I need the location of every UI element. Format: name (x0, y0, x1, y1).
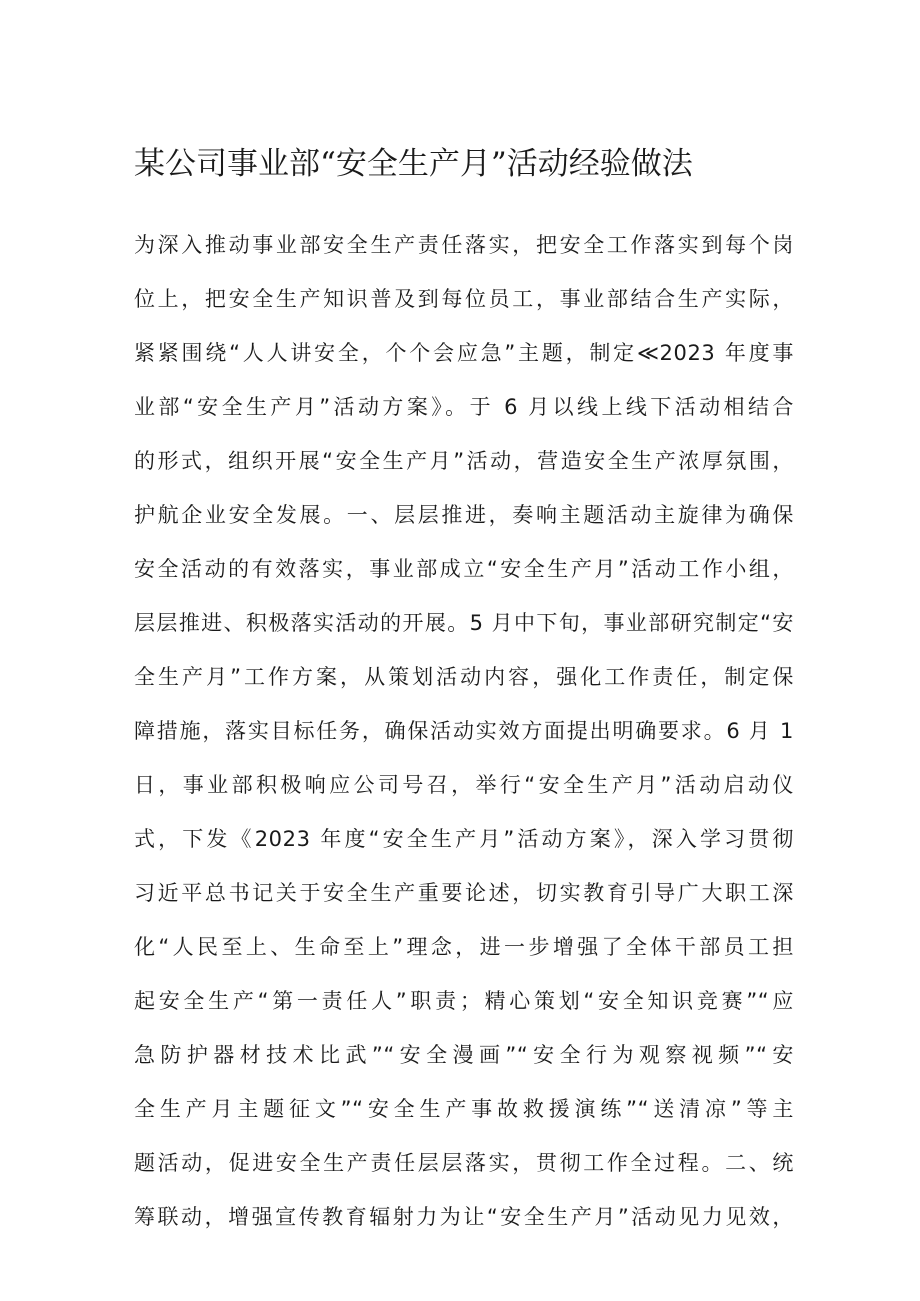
body-line: 紧紧围绕“人人讲安全，个个会应急”主题，制定≪2023 年度事 (134, 341, 794, 365)
body-line: 安全活动的有效落实，事业部成立“安全生产月”活动工作小组， (134, 557, 794, 581)
body-line: 日，事业部积极响应公司号召，举行“安全生产月”活动启动仪 (134, 773, 794, 797)
body-line: 的形式，组织开展“安全生产月”活动，营造安全生产浓厚氛围， (134, 449, 794, 473)
body-line: 全生产月”工作方案，从策划活动内容，强化工作责任，制定保 (134, 665, 794, 689)
body-line: 全生产月主题征文”“安全生产事故救援演练”“送清凉”等主 (134, 1097, 794, 1121)
body-line: 业部“安全生产月”活动方案》。于 6 月以线上线下活动相结合 (134, 395, 794, 419)
body-line: 筹联动，增强宣传教育辐射力为让“安全生产月”活动见力见效， (134, 1205, 794, 1229)
body-line: 护航企业安全发展。一、层层推进，奏响主题活动主旋律为确保 (134, 503, 794, 527)
document-body (134, 218, 794, 1244)
body-line: 习近平总书记关于安全生产重要论述，切实教育引导广大职工深 (134, 881, 794, 905)
document-title: 某公司事业部“安全生产月”活动经验做法 (134, 146, 693, 182)
body-line: 障措施，落实目标任务，确保活动实效方面提出明确要求。6 月 1 (134, 719, 794, 743)
body-line: 层层推进、积极落实活动的开展。5 月中下旬，事业部研究制定“安 (134, 611, 794, 635)
body-line: 题活动，促进安全生产责任层层落实，贯彻工作全过程。二、统 (134, 1151, 794, 1175)
body-line: 位上，把安全生产知识普及到每位员工，事业部结合生产实际， (134, 287, 794, 311)
body-line: 式，下发《2023 年度“安全生产月”活动方案》，深入学习贯彻 (134, 827, 794, 851)
body-line: 急防护器材技术比武”“安全漫画”“安全行为观察视频”“安 (134, 1043, 794, 1067)
body-line: 为深入推动事业部安全生产责任落实，把安全工作落实到每个岗 (134, 233, 794, 257)
body-line: 化“人民至上、生命至上”理念，进一步增强了全体干部员工担 (134, 935, 794, 959)
body-line: 起安全生产“第一责任人”职责；精心策划“安全知识竞赛”“应 (134, 989, 794, 1013)
